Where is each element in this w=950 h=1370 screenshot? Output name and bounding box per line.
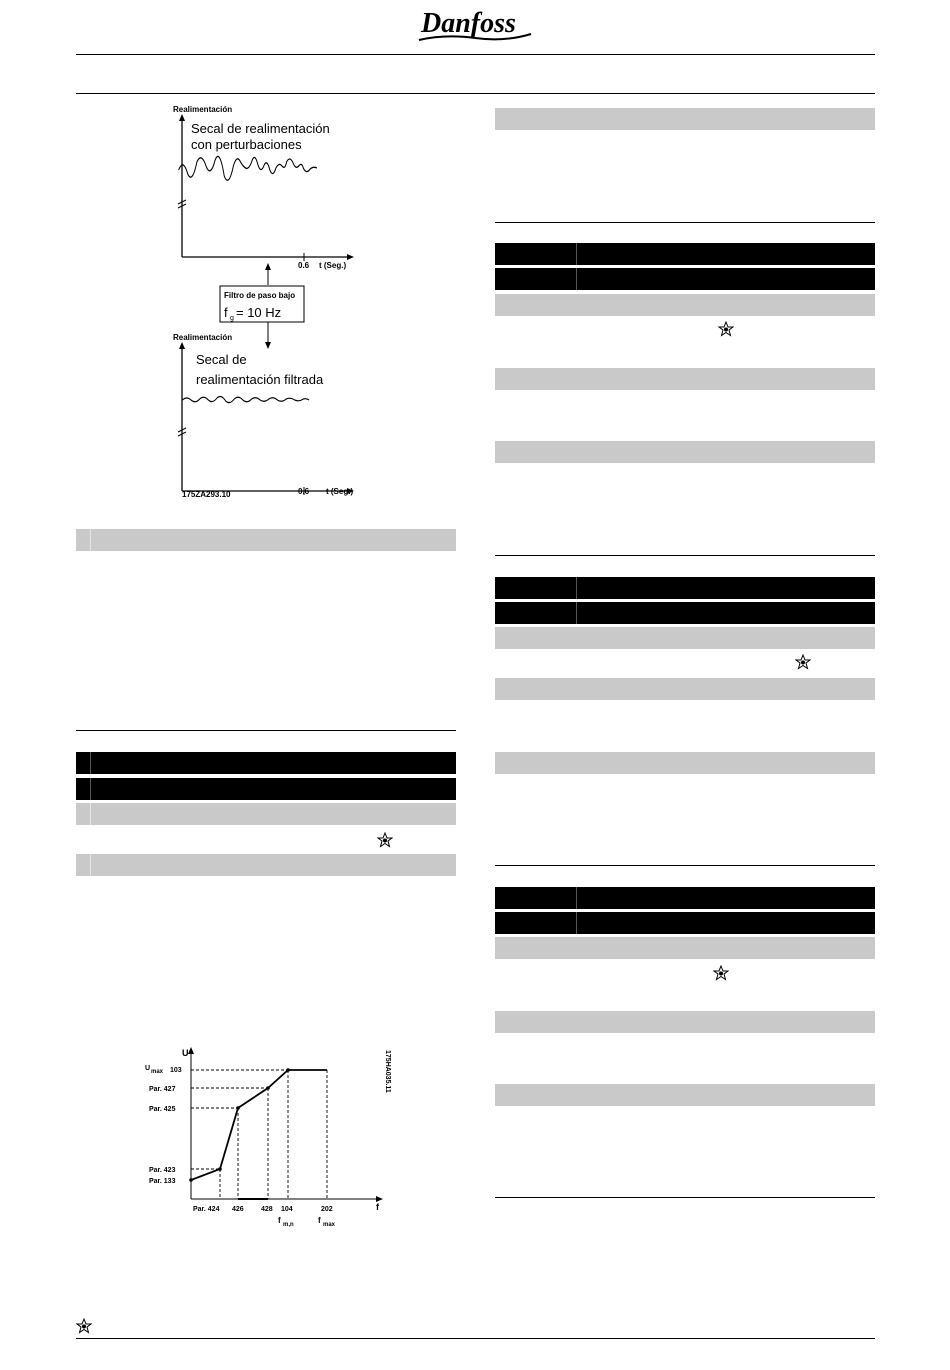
svg-text:t (Seg.): t (Seg.) <box>326 487 354 496</box>
right-param1-function-bar <box>495 368 875 390</box>
svg-text:Par. 423: Par. 423 <box>149 1167 176 1174</box>
svg-text:Par. 133: Par. 133 <box>149 1178 176 1185</box>
svg-text:175ZA293.10: 175ZA293.10 <box>182 490 231 499</box>
right-section-header-1 <box>495 108 875 130</box>
svg-text:f: f <box>278 1216 281 1225</box>
svg-text:426: 426 <box>232 1206 244 1213</box>
svg-text:m,n: m,n <box>283 1222 294 1228</box>
svg-text:g: g <box>230 315 234 322</box>
svg-text:f: f <box>224 305 228 320</box>
header-rule-top <box>76 54 875 55</box>
svg-text:175HA035.11: 175HA035.11 <box>384 1050 391 1093</box>
svg-text:realimentación filtrada: realimentación filtrada <box>196 372 324 387</box>
svg-text:Realimentación: Realimentación <box>173 105 233 114</box>
left-param-title-bar <box>76 752 456 774</box>
svg-text:Par. 425: Par. 425 <box>149 1106 176 1113</box>
right-param3-description-bar <box>495 1084 875 1106</box>
header-rule-bottom <box>76 93 875 94</box>
factory-setting-star-icon <box>377 832 393 848</box>
svg-text:f: f <box>376 1202 379 1212</box>
danfoss-logo <box>415 4 535 46</box>
svg-text:Filtro de paso bajo: Filtro de paso bajo <box>224 291 296 300</box>
svg-text:Secal de: Secal de <box>196 352 247 367</box>
right-param2-description-bar <box>495 752 875 774</box>
factory-setting-star-icon <box>713 965 729 981</box>
uf-characteristic-figure <box>140 1044 400 1234</box>
right-param2-setting-bar <box>495 627 875 649</box>
right-param1-title-bar <box>495 243 875 265</box>
svg-text:104: 104 <box>281 1206 293 1213</box>
svg-text:= 10 Hz: = 10 Hz <box>236 305 282 320</box>
svg-text:Danfoss: Danfoss <box>421 8 516 39</box>
right-param3-function-bar <box>495 1011 875 1033</box>
factory-setting-star-icon <box>76 1318 92 1334</box>
right-param2-value-bar <box>495 602 875 624</box>
svg-text:max: max <box>323 1222 336 1228</box>
svg-text:0.6: 0.6 <box>298 487 310 496</box>
factory-setting-star-icon <box>718 321 734 337</box>
svg-text:0.6: 0.6 <box>298 261 310 270</box>
svg-text:max: max <box>151 1069 164 1075</box>
right-divider-4 <box>495 1197 875 1198</box>
feedback-filter-figure <box>168 100 368 505</box>
right-param3-value-bar <box>495 912 875 934</box>
svg-text:103: 103 <box>170 1067 182 1074</box>
right-divider-1 <box>495 222 875 223</box>
svg-text:Par. 424: Par. 424 <box>193 1206 220 1213</box>
svg-text:f: f <box>318 1216 321 1225</box>
left-param-value-bar <box>76 778 456 800</box>
left-param-function-bar <box>76 854 456 876</box>
factory-setting-star-icon <box>795 654 811 670</box>
svg-text:con perturbaciones: con perturbaciones <box>191 137 302 152</box>
svg-text:t (Seg.): t (Seg.) <box>319 261 347 270</box>
left-section-header-1 <box>76 529 456 551</box>
right-param2-title-bar <box>495 577 875 599</box>
right-divider-3 <box>495 865 875 866</box>
svg-text:Secal de realimentación: Secal de realimentación <box>191 121 330 136</box>
footer-rule <box>76 1338 875 1339</box>
left-divider-1 <box>76 730 456 731</box>
svg-text:428: 428 <box>261 1206 273 1213</box>
svg-text:U: U <box>145 1065 151 1072</box>
right-param1-description-bar <box>495 441 875 463</box>
right-divider-2 <box>495 555 875 556</box>
right-param1-setting-bar <box>495 294 875 316</box>
svg-text:U: U <box>182 1048 189 1058</box>
svg-text:Realimentación: Realimentación <box>173 333 233 342</box>
svg-text:202: 202 <box>321 1206 333 1213</box>
right-param3-title-bar <box>495 887 875 909</box>
right-param3-setting-bar <box>495 937 875 959</box>
left-param-setting-bar <box>76 803 456 825</box>
right-param1-value-bar <box>495 268 875 290</box>
right-param2-function-bar <box>495 678 875 700</box>
svg-text:Par. 427: Par. 427 <box>149 1086 176 1093</box>
